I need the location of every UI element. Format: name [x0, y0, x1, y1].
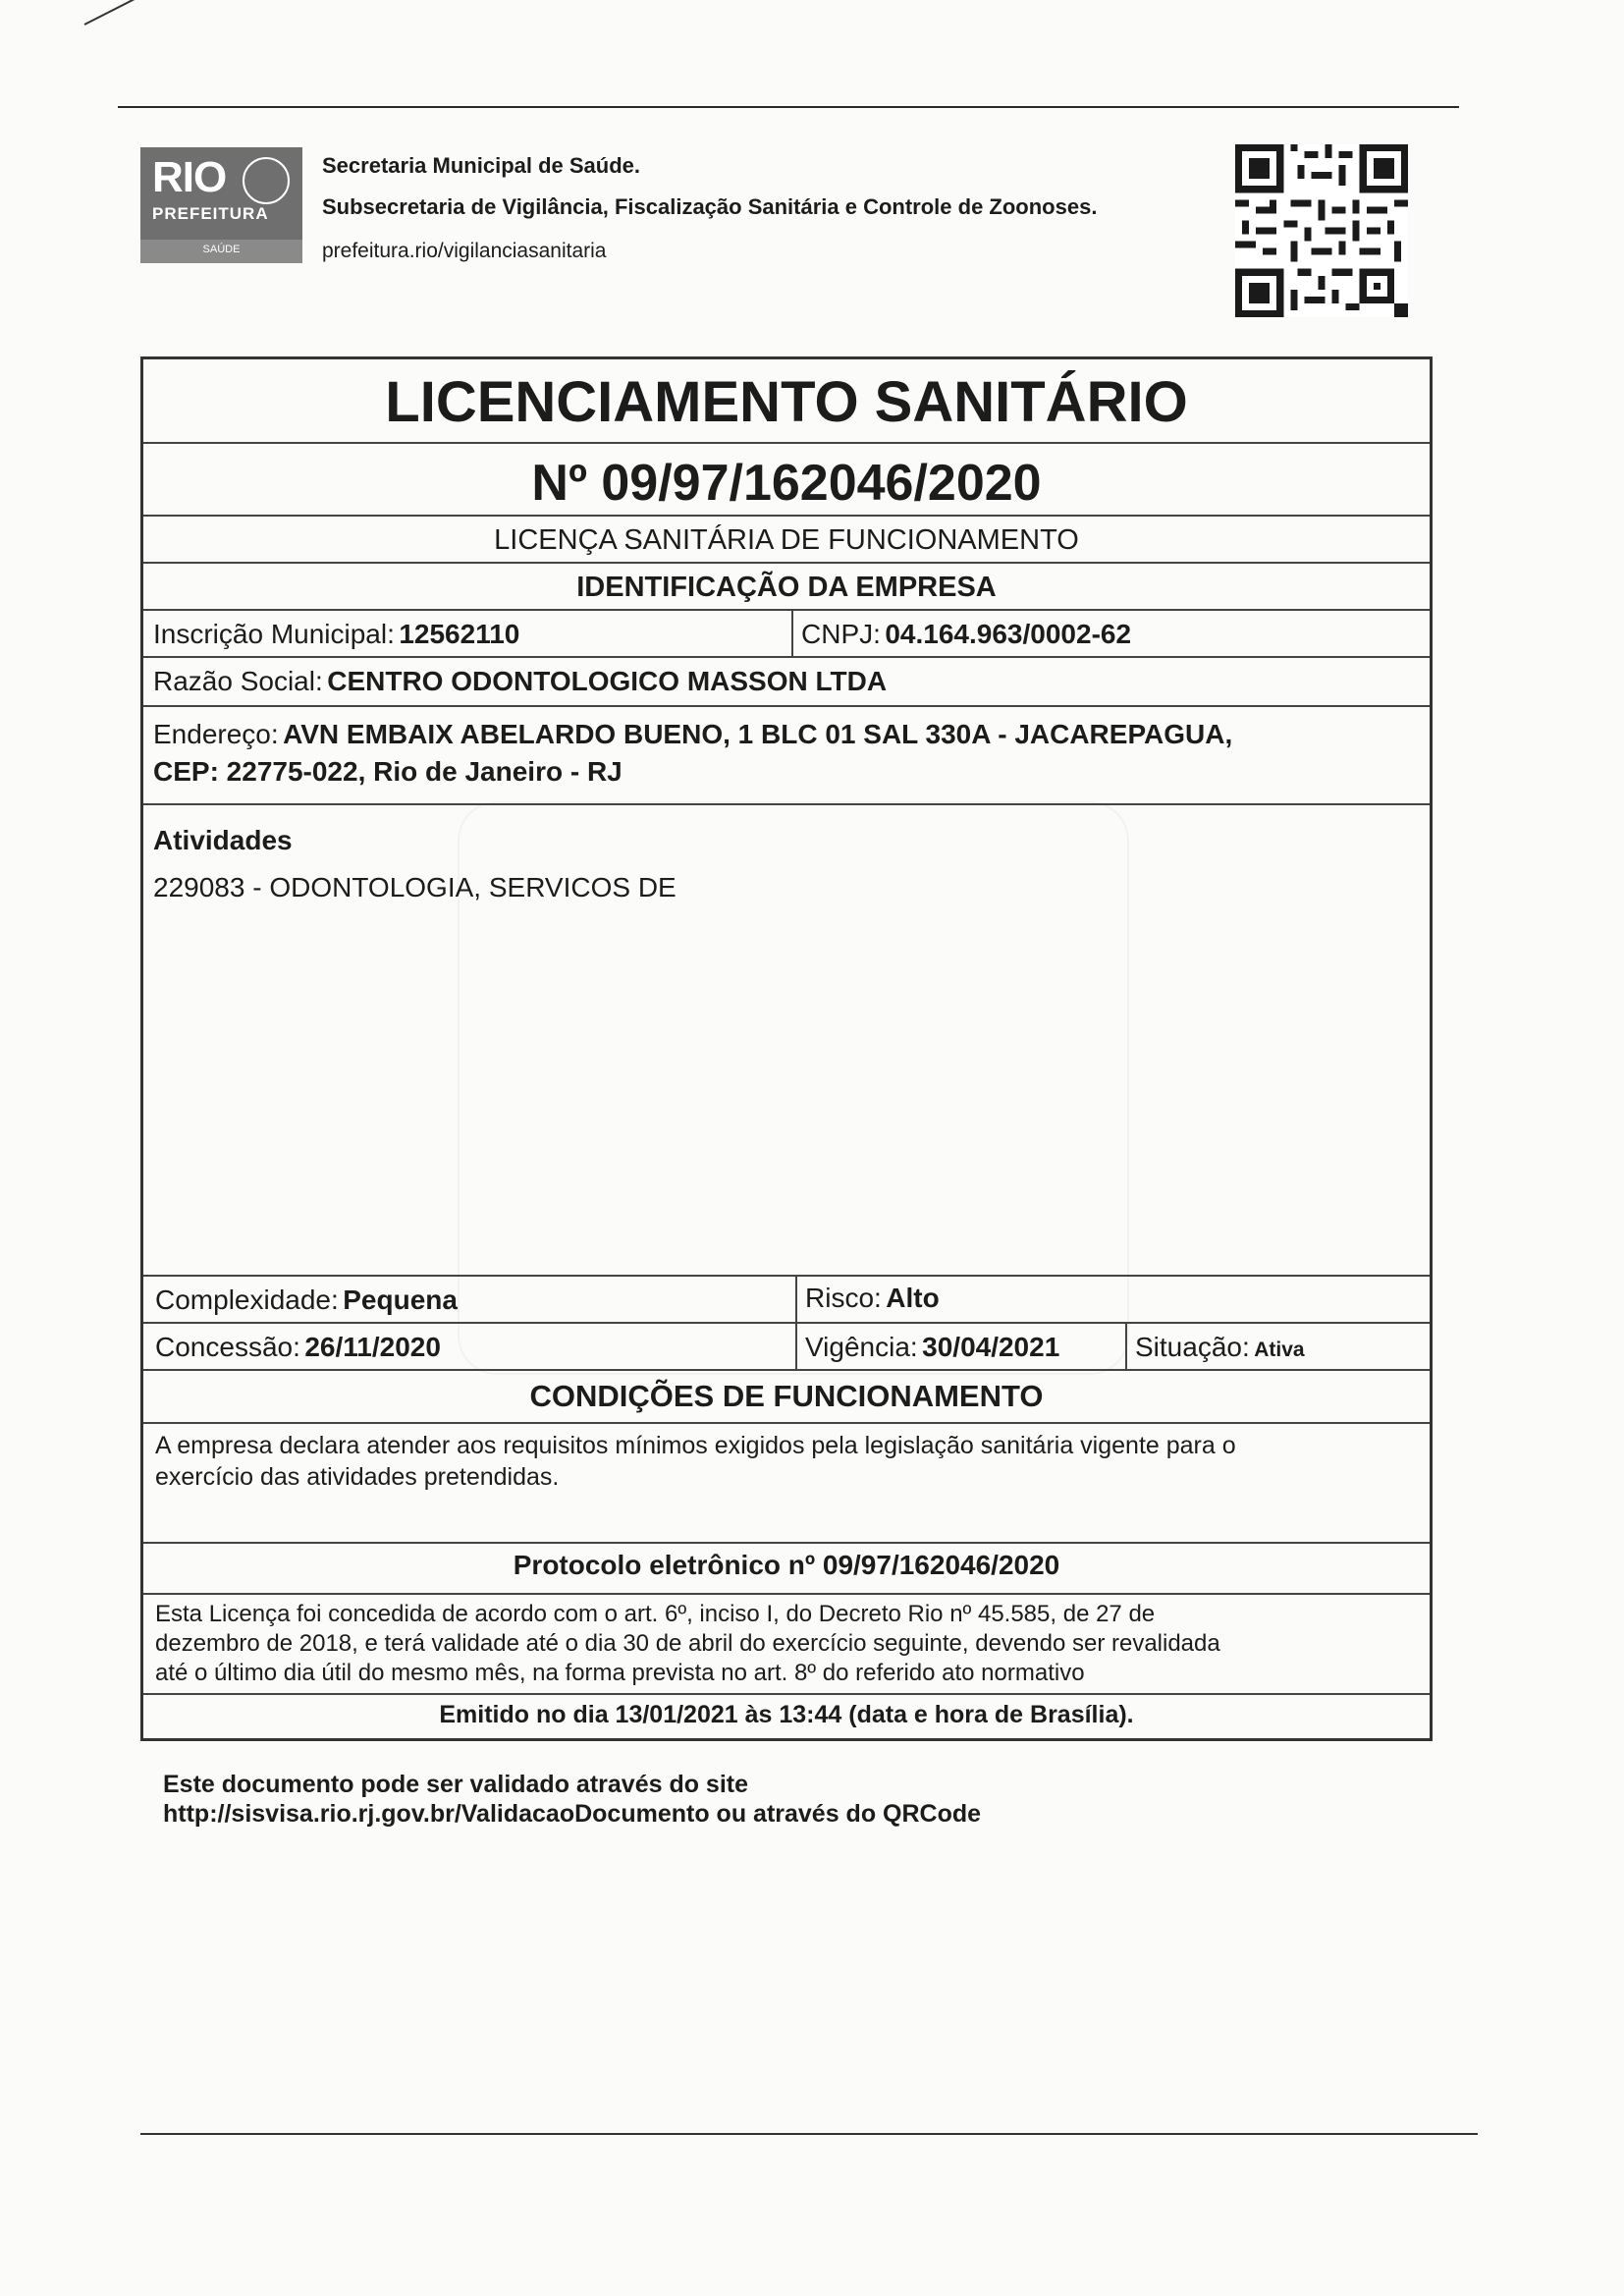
concessao-field	[155, 1332, 441, 1363]
bottom-divider	[140, 2133, 1478, 2135]
validation-note-line1: Este documento pode ser validado através do site	[163, 1771, 749, 1798]
divider	[791, 609, 793, 656]
divider	[143, 609, 1430, 611]
inscricao-label: Inscrição Municipal:	[153, 619, 395, 649]
risco-field	[805, 1283, 940, 1314]
risco-label: Risco:	[805, 1283, 882, 1313]
endereco-label: Endereço:	[153, 719, 279, 749]
rio-prefeitura-logo	[140, 147, 302, 263]
pen-mark	[84, 0, 169, 26]
divider	[143, 1275, 1430, 1277]
divider	[143, 1542, 1430, 1544]
license-form	[140, 356, 1433, 1741]
vigencia-field	[805, 1332, 1059, 1363]
divider	[143, 562, 1430, 564]
divider	[143, 1369, 1430, 1371]
issued-timestamp: Emitido no dia 13/01/2021 às 13:44 (data e hora de Brasília).	[439, 1701, 1134, 1728]
complexidade-value: Pequena	[343, 1285, 458, 1315]
divider	[1125, 1322, 1127, 1369]
protocol-line2: dezembro de 2018, e terá validade até o dia 30 de abril do exercício seguinte, devendo ser revalidada	[155, 1630, 1220, 1657]
protocol-line1: Esta Licença foi concedida de acordo com o art. 6º, inciso I, do Decreto Rio nº 45.585, de 27 de	[155, 1601, 1156, 1627]
risco-value: Alto	[886, 1283, 940, 1313]
razao-social-field	[153, 666, 887, 697]
divider	[143, 1593, 1430, 1595]
qr-code-icon[interactable]	[1235, 144, 1408, 317]
divider	[143, 1322, 1430, 1324]
divider	[143, 705, 1430, 707]
cnpj-value: 04.164.963/0002-62	[885, 619, 1132, 649]
divider	[143, 1422, 1430, 1424]
protocol-title: Protocolo eletrônico nº 09/97/162046/2020	[513, 1550, 1060, 1580]
top-divider	[118, 106, 1459, 108]
document-title: LICENCIAMENTO SANITÁRIO	[385, 370, 1188, 434]
concessao-value: 26/11/2020	[304, 1332, 441, 1362]
inscricao-field	[153, 619, 519, 650]
validation-url[interactable]: http://sisvisa.rio.rj.gov.br/ValidacaoDocumento ou através do QRCode	[163, 1800, 982, 1828]
situacao-label: Situação:	[1135, 1332, 1250, 1362]
conditions-title: CONDIÇÕES DE FUNCIONAMENTO	[529, 1379, 1044, 1413]
vigencia-label: Vigência:	[805, 1332, 918, 1362]
cnpj-field	[801, 619, 1131, 650]
concessao-label: Concessão:	[155, 1332, 300, 1362]
activities-label: Atividades	[153, 825, 293, 855]
license-number: Nº 09/97/162046/2020	[531, 455, 1042, 512]
divider	[143, 803, 1430, 805]
divider	[143, 656, 1430, 658]
inscricao-value: 12562110	[399, 619, 520, 649]
section-company-title: IDENTIFICAÇÃO DA EMPRESA	[576, 572, 997, 603]
complexidade-label: Complexidade:	[155, 1285, 339, 1315]
city-seal-icon	[243, 157, 290, 204]
divider	[143, 515, 1430, 517]
razao-social-value: CENTRO ODONTOLOGICO MASSON LTDA	[327, 666, 888, 696]
logo-text-sub: PREFEITURA	[152, 204, 269, 223]
header-subsecretaria: Subsecretaria de Vigilância, Fiscalização Sanitária e Controle de Zoonoses.	[322, 194, 1098, 219]
logo-text-bar: SAÚDE	[202, 244, 241, 255]
conditions-line1: A empresa declara atender aos requisitos mínimos exigidos pela legislação sanitária vigente para o	[155, 1432, 1236, 1459]
divider	[143, 442, 1430, 444]
divider	[143, 1693, 1430, 1695]
endereco-field	[153, 719, 1232, 750]
vigencia-value: 30/04/2021	[922, 1332, 1060, 1362]
situacao-value: Ativa	[1254, 1339, 1305, 1361]
header-site: prefeitura.rio/vigilanciasanitaria	[322, 240, 607, 262]
activity-item: 229083 - ODONTOLOGIA, SERVICOS DE	[153, 872, 677, 902]
conditions-line2: exercício das atividades pretendidas.	[155, 1463, 560, 1491]
razao-social-label: Razão Social:	[153, 666, 323, 696]
endereco-line1: AVN EMBAIX ABELARDO BUENO, 1 BLC 01 SAL 330A - JACAREPAGUA,	[283, 719, 1233, 749]
protocol-line3: até o último dia útil do mesmo mês, na forma prevista no art. 8º do referido ato normativo	[155, 1660, 1085, 1686]
logo-text-main: RIO	[152, 153, 227, 201]
endereco-line2: CEP: 22775-022, Rio de Janeiro - RJ	[153, 756, 623, 787]
cnpj-label: CNPJ:	[801, 619, 881, 649]
license-type: LICENÇA SANITÁRIA DE FUNCIONAMENTO	[494, 524, 1079, 556]
header-secretaria: Secretaria Municipal de Saúde.	[322, 153, 641, 178]
situacao-field	[1135, 1332, 1305, 1363]
complexidade-field	[155, 1285, 458, 1316]
